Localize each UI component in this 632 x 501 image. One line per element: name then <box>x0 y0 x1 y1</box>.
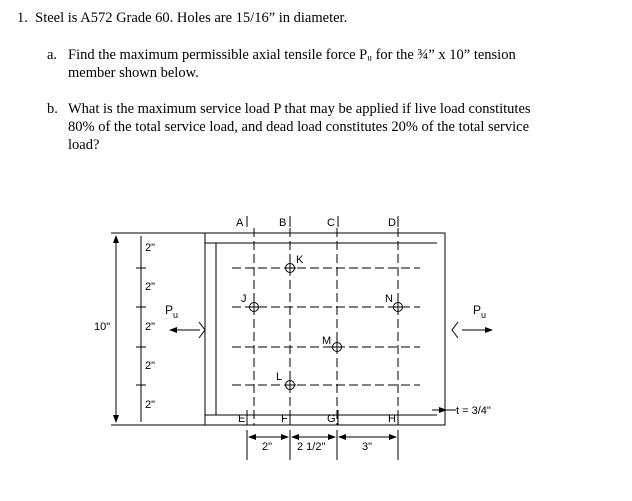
left-plate <box>111 233 216 425</box>
spacing-label: 2" <box>145 281 156 293</box>
part-b-label: b. <box>47 101 58 117</box>
total-width-label: 10" <box>94 321 111 333</box>
part-b-line: What is the maximum service load P that may be applied if live load constitutes <box>68 101 531 117</box>
hole-label-m: M <box>322 335 332 347</box>
hole-label-f: F <box>281 413 288 425</box>
right-load <box>452 322 492 338</box>
top-label-ticks <box>247 216 398 227</box>
hole-crosshairs <box>248 262 404 391</box>
pitch-label: 2 1/2" <box>297 441 326 453</box>
hole-label-j: J <box>241 293 247 305</box>
part-a-line: member shown below. <box>68 65 199 81</box>
top-hole-labels <box>236 217 396 229</box>
spacing-labels <box>145 242 155 411</box>
hole-label-b: B <box>279 217 287 229</box>
pitch-label: 2" <box>262 441 273 453</box>
gage-lines <box>232 268 420 385</box>
spacing-label: 2" <box>145 242 156 254</box>
hole-label-n: N <box>385 293 393 305</box>
spacing-label: 2" <box>145 360 156 372</box>
part-b-line: 80% of the total service load, and dead load constitutes 20% of the total service <box>68 119 530 135</box>
hole-label-h: H <box>388 413 396 425</box>
hole-label-e: E <box>238 413 246 425</box>
pitch-label: 3" <box>362 441 373 453</box>
left-load <box>170 322 205 338</box>
problem-text: Steel is A572 Grade 60. Holes are 15/16” in diameter. <box>35 10 348 26</box>
hole-label-k: K <box>296 254 304 266</box>
bottom-label-ticks <box>247 410 398 425</box>
bolt-column-lines <box>254 228 398 425</box>
bolt-holes <box>250 264 403 390</box>
left-load-label: $P_u$ <box>165 303 179 320</box>
hole-label-d: D <box>388 217 396 229</box>
problem-number: 1. <box>17 10 28 26</box>
hole-label-c: C <box>327 217 335 229</box>
hole-label-l: L <box>276 371 283 383</box>
inner-hole-labels <box>241 254 393 383</box>
pitch-labels <box>262 441 372 453</box>
hole-label-g: G <box>327 413 336 425</box>
spacing-label: 2" <box>145 399 156 411</box>
part-a-line: Find the maximum permissible axial tensile force Pᵤ for the ¾” x 10” tension <box>68 47 516 63</box>
right-plate <box>205 233 445 425</box>
part-b-line: load? <box>68 137 100 153</box>
hole-label-a: A <box>236 217 244 229</box>
spacing-label: 2" <box>145 321 156 333</box>
part-a-label: a. <box>47 47 58 63</box>
thickness-label: t = 3/4" <box>456 405 491 417</box>
right-load-label: $P_u$ <box>473 303 487 320</box>
